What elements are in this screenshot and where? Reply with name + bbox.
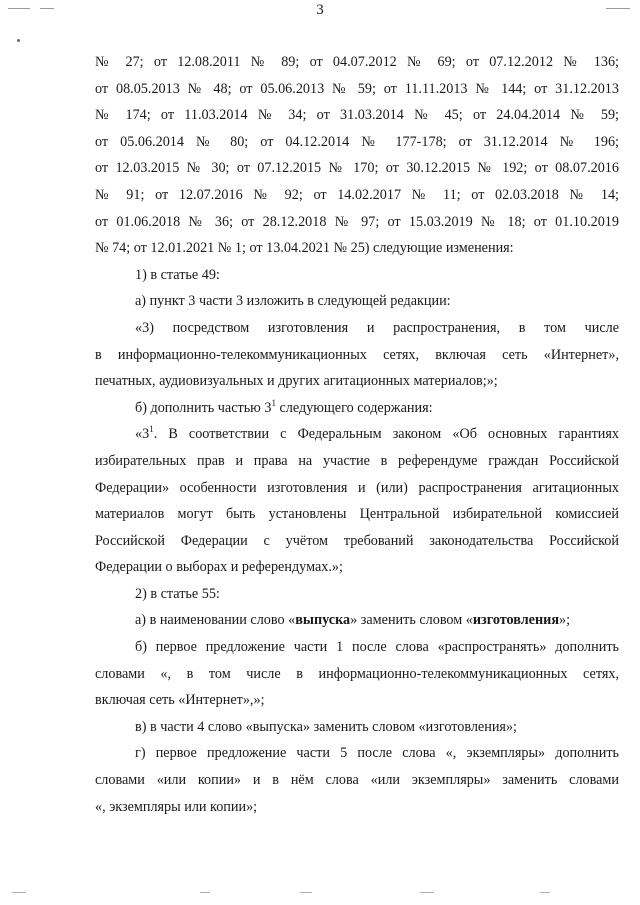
text-line: словами «или копии» и в нём слова «или экземпляры» заменить словами <box>95 772 619 789</box>
text-fragment: б) дополнить частью 3 <box>135 399 272 416</box>
scan-edge-mark <box>540 892 550 893</box>
text-line: от 05.06.2014 № 80; от 04.12.2014 № 177-178; от 31.12.2014 № 196; <box>95 133 619 150</box>
text-line: печатных, аудиовизуальных и других агитационных материалов;»; <box>95 373 498 390</box>
list-item <box>95 395 619 422</box>
bold-word: изготовления <box>472 612 560 629</box>
text-line: г) первое предложение части 5 после слова «, экземпляры» дополнить <box>135 745 619 762</box>
text-line: избирательных прав и права на участие в референдуме граждан Российской <box>95 452 619 469</box>
list-item <box>95 607 619 634</box>
text-line <box>95 421 619 448</box>
text-line: от 08.05.2013 № 48; от 05.06.2013 № 59; от 11.11.2013 № 144; от 31.12.2013 <box>95 80 619 97</box>
text-line: б) первое предложение части 1 после слова «распространять» дополнить <box>135 639 619 656</box>
list-item: 2) в статье 55: <box>135 585 220 602</box>
superscript: 1 <box>271 397 276 408</box>
scan-edge-mark <box>12 892 26 893</box>
text-line: № 91; от 12.07.2016 № 92; от 14.02.2017 № 11; от 02.03.2018 № 14; <box>95 186 619 203</box>
text-fragment: »; <box>559 612 571 629</box>
text-line: от 01.06.2018 № 36; от 28.12.2018 № 97; от 15.03.2019 № 18; от 01.10.2019 <box>95 213 619 230</box>
text-line: «3) посредством изготовления и распространения, в том числе <box>135 319 619 336</box>
scan-edge-mark <box>300 892 312 893</box>
scan-edge-mark <box>200 892 210 893</box>
page-number: 3 <box>316 2 324 18</box>
text-fragment: » заменить словом « <box>350 612 473 629</box>
text-line: Федерации о выборах и референдумах.»; <box>95 559 343 576</box>
text-line: № 74; от 12.01.2021 № 1; от 13.04.2021 № 25) следующие изменения: <box>95 240 514 257</box>
text-line: «, экземпляры или копии»; <box>95 798 258 815</box>
list-item: в) в части 4 слово «выпуска» заменить словом «изготовления»; <box>135 718 517 735</box>
superscript: 1 <box>149 424 154 435</box>
list-item: 1) в статье 49: <box>135 266 220 283</box>
text-line: Федерации» особенности изготовления и (или) распространения агитационных <box>95 479 619 496</box>
text-line: № 27; от 12.08.2011 № 89; от 04.07.2012 № 69; от 07.12.2012 № 136; <box>95 54 619 70</box>
text-fragment: а) в наименовании слово « <box>135 612 296 629</box>
scan-speck <box>17 39 20 42</box>
list-item: а) пункт 3 части 3 изложить в следующей редакции: <box>135 293 451 310</box>
bold-word: выпуска <box>295 612 351 629</box>
text-line: в информационно-телекоммуникационных сетях, включая сеть «Интернет», <box>95 346 619 363</box>
text-fragment: . В соответствии с Федеральным законом «Об основных гарантиях <box>153 426 619 443</box>
text-line: включая сеть «Интернет»,»; <box>95 692 265 709</box>
text-line: материалов могут быть установлены Центральной избирательной комиссией <box>95 506 619 523</box>
scan-edge-mark <box>420 892 434 893</box>
text-line: от 12.03.2015 № 30; от 07.12.2015 № 170; от 30.12.2015 № 192; от 08.07.2016 <box>95 160 619 177</box>
text-line: Российской Федерации с учётом требований законодательства Российской <box>95 532 619 549</box>
text-line: словами «, в том числе в информационно-телекоммуникационных сетях, <box>95 665 619 682</box>
text-line: № 174; от 11.03.2014 № 34; от 31.03.2014 № 45; от 24.04.2014 № 59; <box>95 107 619 124</box>
text-fragment: следующего содержания: <box>275 399 433 416</box>
text-fragment: «3 <box>135 426 150 443</box>
document-body <box>95 49 619 820</box>
